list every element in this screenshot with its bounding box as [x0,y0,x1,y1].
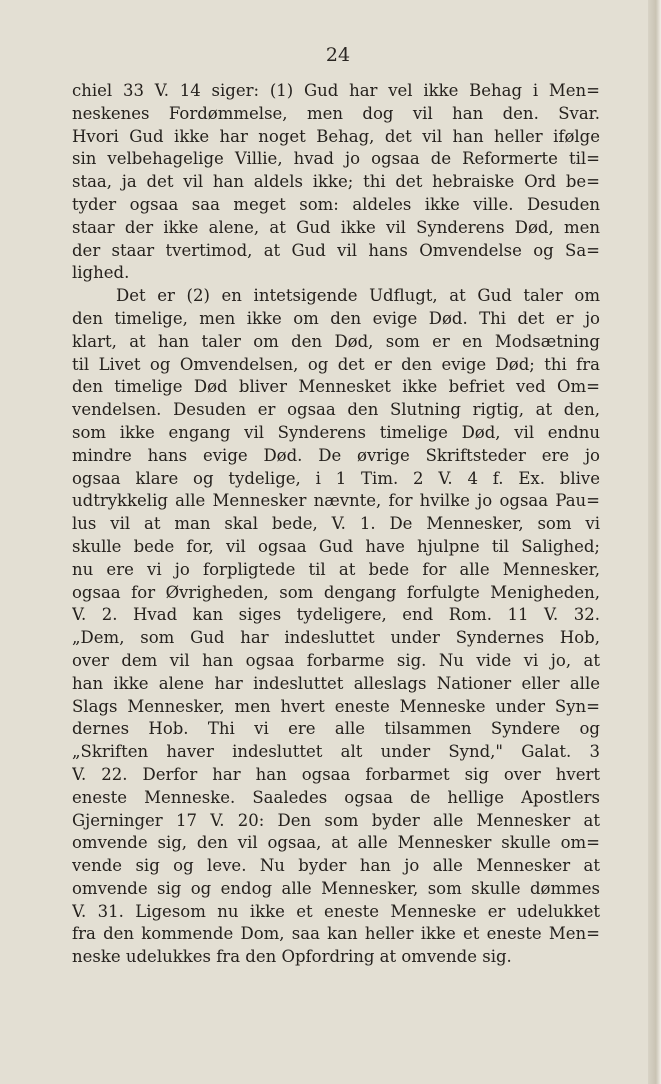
text-line: der staar tvertimod, at Gud vil hans Omvendelse og Sa= [72,240,600,260]
text-line: som ikke engang vil Synderens timelige Død, vil endnu [72,422,600,442]
text-line: han ikke alene har indesluttet alleslags Nationer eller alle [72,673,600,693]
body-text [72,80,600,969]
text-line: vende sig og leve. Nu byder han jo alle Mennesker at [72,856,600,876]
text-line: udtrykkelig alle Mennesker nævnte, for hvilke jo ogsaa Pau= [72,491,600,511]
text-line: V. 22. Derfor har han ogsaa forbarmet sig over hvert [72,764,600,784]
text-line: Det er (2) en intetsigende Udflugt, at Gud taler om [116,286,600,306]
page-edge [648,0,661,1084]
text-line: klart, at han taler om den Død, som er en Modsætning [72,331,600,351]
text-line: neskenes Fordømmelse, men dog vil han den. Svar. [72,103,600,123]
text-line: „Dem, som Gud har indesluttet under Syndernes Hob, [72,628,600,648]
text-line: over dem vil han ogsaa forbarme sig. Nu vide vi jo, at [72,650,600,670]
text-line: vendelsen. Desuden er ogsaa den Slutning rigtig, at den, [72,400,600,420]
page-number: 24 [325,44,351,66]
text-line: lighed. [72,263,130,283]
text-line: nu ere vi jo forpligtede til at bede for alle Mennesker, [72,559,600,579]
text-line: omvende sig og endog alle Mennesker, som skulle dømmes [72,878,600,898]
text-line: V. 2. Hvad kan siges tydeligere, end Rom. 11 V. 32. [72,605,600,625]
text-line: skulle bede for, vil ogsaa Gud have hjulpne til Salighed; [72,536,600,556]
text-line: eneste Menneske. Saaledes ogsaa de hellige Apostlers [72,787,600,807]
text-line: tyder ogsaa saa meget som: aldeles ikke ville. Desuden [72,194,600,214]
text-line: fra den kommende Dom, saa kan heller ikke et eneste Men= [72,924,600,944]
text-line: neske udelukkes fra den Opfordring at omvende sig. [72,947,512,967]
text-line: ogsaa klare og tydelige, i 1 Tim. 2 V. 4 f. Ex. blive [72,468,600,488]
text-line: ogsaa for Øvrigheden, som dengang forfulgte Menigheden, [72,582,600,602]
text-line: omvende sig, den vil ogsaa, at alle Mennesker skulle om= [72,833,600,853]
text-line: til Livet og Omvendelsen, og det er den evige Død; thi fra [72,354,600,374]
text-line: chiel 33 V. 14 siger: (1) Gud har vel ikke Behag i Men= [72,81,600,100]
text-line: Slags Mennesker, men hvert eneste Menneske under Syn= [72,696,600,716]
text-line: staar der ikke alene, at Gud ikke vil Synderens Død, men [72,217,600,237]
text-line: Hvori Gud ikke har noget Behag, det vil han heller ifølge [72,126,600,146]
text-line: Gjerninger 17 V. 20: Den som byder alle Mennesker at [72,810,600,830]
text-line: den timelige Død bliver Mennesket ikke befriet ved Om= [72,377,600,397]
text-line: „Skriften haver indesluttet alt under Synd," Galat. 3 [72,742,600,762]
text-line: lus vil at man skal bede, V. 1. De Mennesker, som vi [72,514,600,534]
text-line: sin velbehagelige Villie, hvad jo ogsaa de Reformerte til= [72,149,600,169]
text-line: dernes Hob. Thi vi ere alle tilsammen Syndere og [72,719,600,739]
text-line: den timelige, men ikke om den evige Død. Thi det er jo [72,308,600,328]
text-line: mindre hans evige Død. De øvrige Skriftsteder ere jo [72,445,600,465]
text-line: V. 31. Ligesom nu ikke et eneste Menneske er udelukket [72,901,600,921]
text-line: staa, ja det vil han aldels ikke; thi det hebraiske Ord be= [72,172,600,192]
